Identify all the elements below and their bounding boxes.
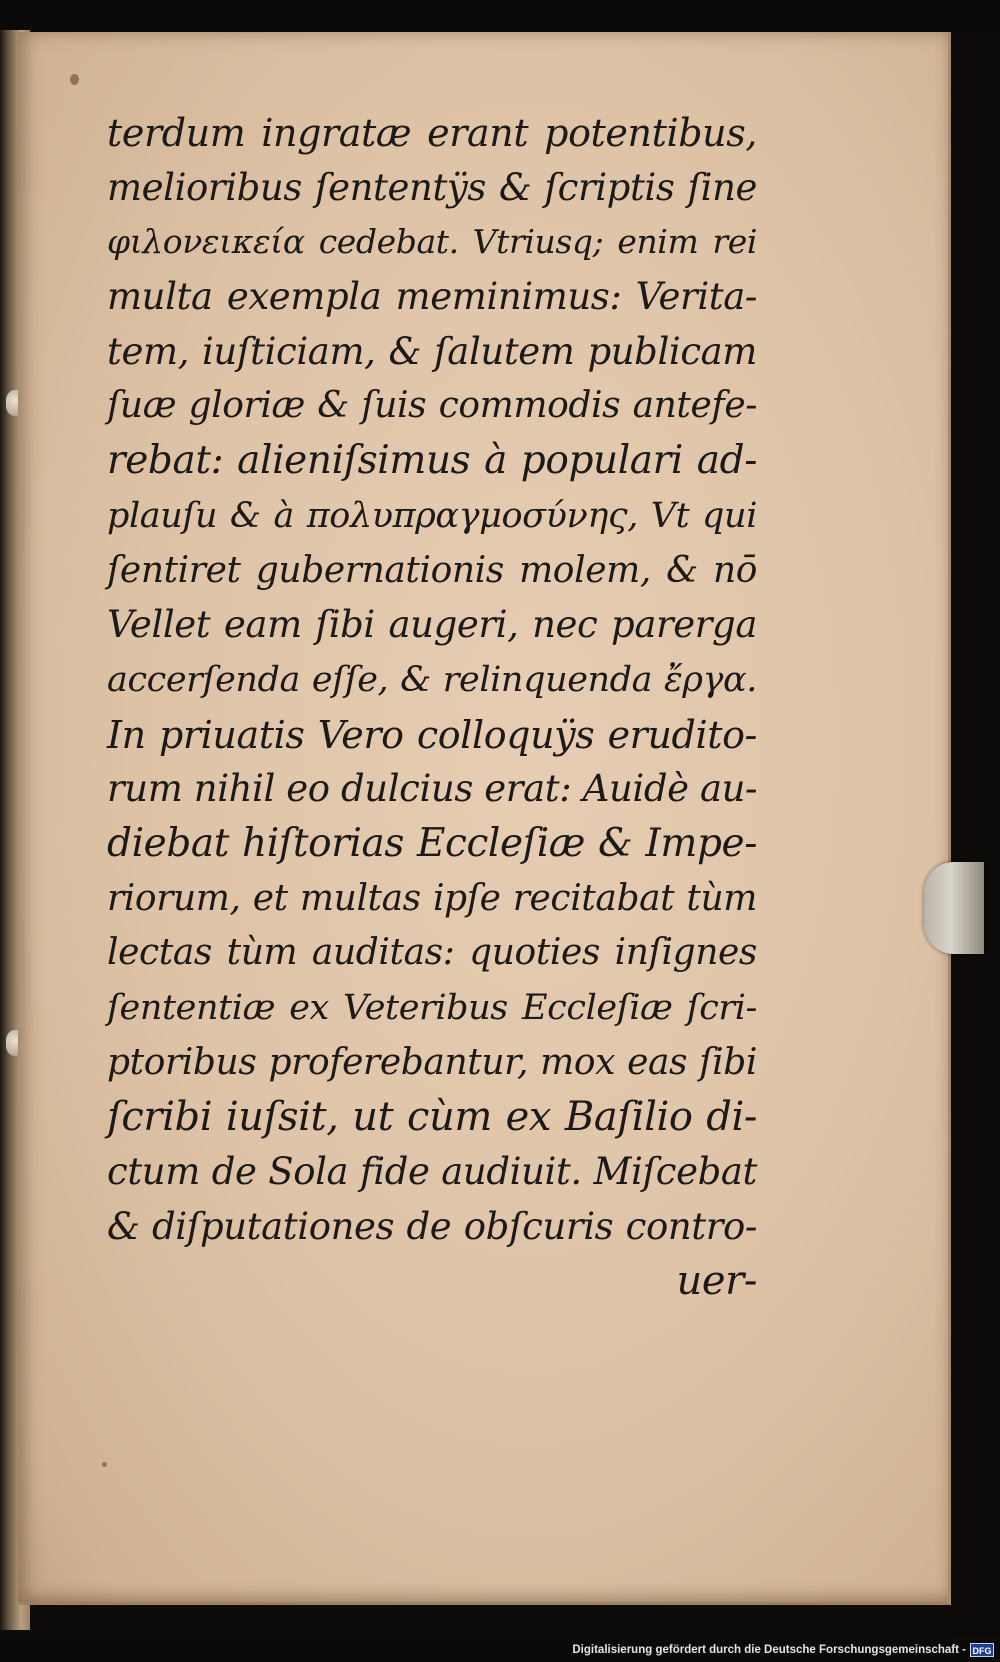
text-line: φιλονεικεία cedebat. Vtriusq; enim rei	[107, 222, 757, 262]
text-line: In priuatis Vero colloquÿs erudito-	[107, 712, 757, 757]
text-line: ſuæ gloriæ & ſuis commodis antefe-	[107, 385, 757, 427]
paper-speck	[102, 1462, 107, 1467]
text-line: lectas tùm auditas: quoties inſignes	[107, 932, 757, 974]
text-line: ptoribus proferebantur, mox eas ſibi	[107, 1041, 757, 1083]
text-line: tem, iuſticiam, & ſalutem publicam	[107, 329, 757, 373]
text-line: accerſenda eſſe, & relinquenda ἔργα.	[107, 659, 757, 700]
text-line: melioribus ſententÿs & ſcriptis ſine	[107, 165, 757, 209]
funding-credit: Digitalisierung gefördert durch die Deutsche Forschungsgemeinschaft -	[572, 1644, 966, 1656]
text-line: riorum, et multas ipſe recitabat tùm	[107, 877, 757, 919]
text-line: Vellet eam ſibi augeri, nec parerga	[107, 603, 757, 647]
text-line: ſententiæ ex Veteribus Eccleſiæ ſcri-	[107, 988, 757, 1028]
text-line: plauſu & à πολυπραγμοσύνης, Vt qui	[107, 495, 757, 536]
paper-speck	[70, 74, 79, 85]
scan-background	[951, 30, 1000, 1635]
catchword: uer-	[676, 1258, 757, 1305]
text-line: diebat hiſtorias Eccleſiæ & Impe-	[107, 820, 757, 866]
text-line: terdum ingratæ erant potentibus,	[107, 111, 757, 155]
text-line: rum nihil eo dulcius erat: Auidè au-	[107, 767, 758, 811]
text-line: ſentiret gubernationis molem, & nō	[107, 549, 757, 591]
text-line: ctum de Sola fide audiuit. Miſcebat	[107, 1150, 757, 1194]
dfg-logo: DFG	[970, 1643, 994, 1657]
top-edge	[0, 0, 1000, 34]
text-line: ſcribi iuſsit, ut cùm ex Baſilio di-	[107, 1094, 757, 1141]
page-tab-marker	[924, 862, 984, 954]
page-text	[107, 106, 757, 1309]
text-line: multa exempla meminimus: Verita-	[107, 275, 757, 319]
text-line: & diſputationes de obſcuris contro-	[107, 1204, 757, 1248]
text-line: rebat: alieniſsimus à populari ad-	[107, 438, 757, 484]
